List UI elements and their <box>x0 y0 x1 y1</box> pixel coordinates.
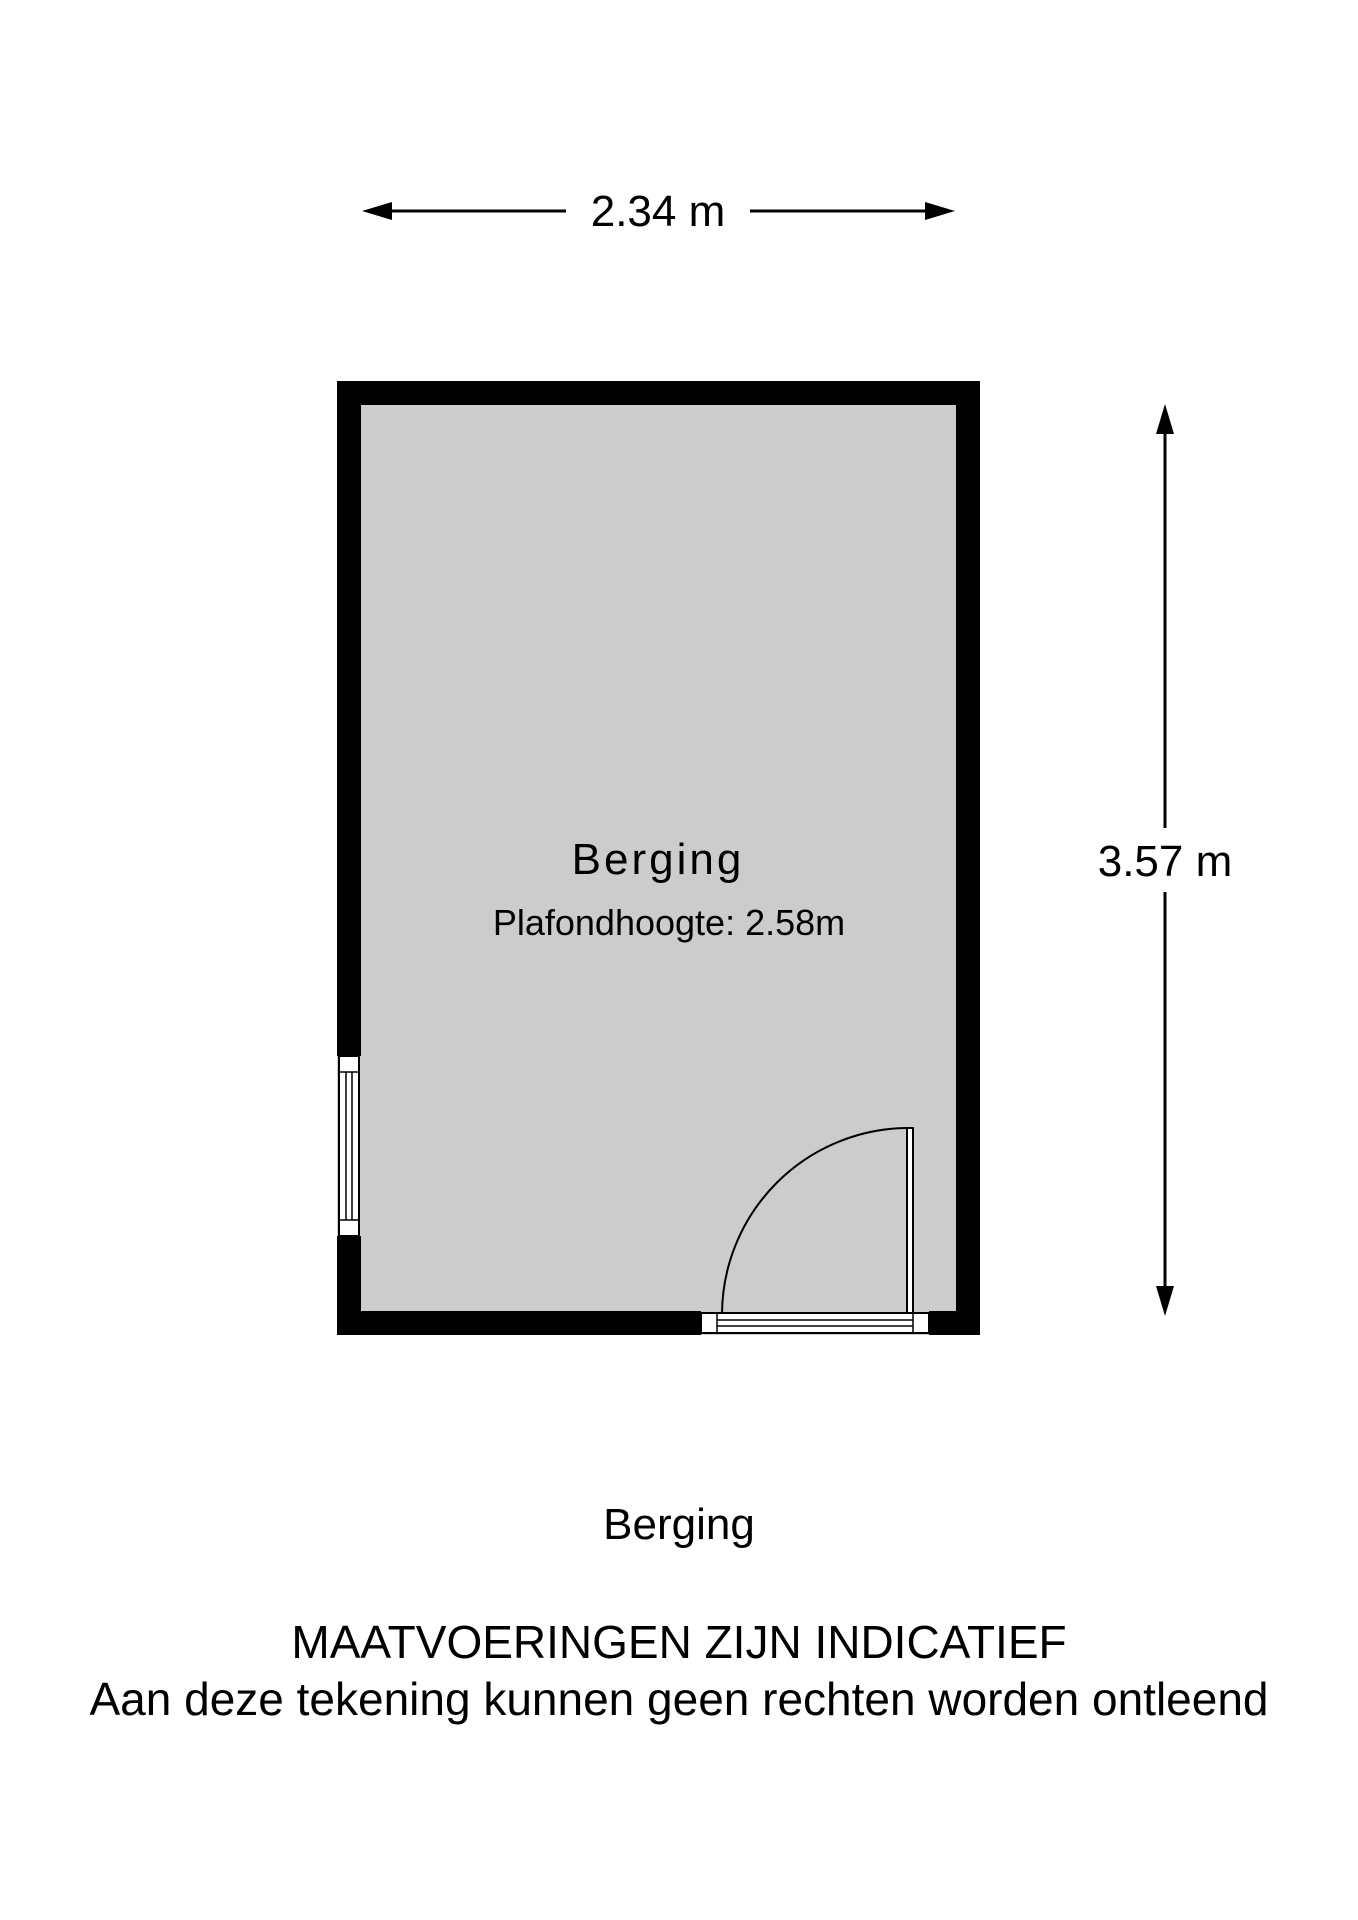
door-threshold <box>701 1313 929 1333</box>
floor-label: Berging <box>603 1500 755 1549</box>
arrow-right-icon <box>925 202 955 220</box>
wall-top <box>337 381 980 405</box>
room-berging <box>337 381 980 1335</box>
room-name: Berging <box>571 835 745 884</box>
wall-bottom-left <box>337 1311 701 1335</box>
disclaimer-title: MAATVOERINGEN ZIJN INDICATIEF <box>291 1616 1067 1668</box>
wall-right <box>956 381 980 1335</box>
window-frame <box>339 1056 359 1236</box>
width-dimension <box>362 187 955 236</box>
wall-left-upper <box>337 381 361 1056</box>
door-leaf <box>907 1128 913 1313</box>
arrow-left-icon <box>362 202 392 220</box>
room-ceiling-height: Plafondhoogte: 2.58m <box>492 902 846 943</box>
window-left <box>339 1056 359 1236</box>
arrow-up-icon <box>1156 404 1174 434</box>
height-dimension <box>1098 404 1233 1316</box>
disclaimer-text: Aan deze tekening kunnen geen rechten worden ontleend <box>89 1673 1269 1725</box>
width-dimension-label: 2.34 m <box>590 187 726 236</box>
wall-bottom-right <box>929 1311 980 1335</box>
arrow-down-icon <box>1156 1286 1174 1316</box>
height-dimension-label: 3.57 m <box>1097 837 1233 886</box>
